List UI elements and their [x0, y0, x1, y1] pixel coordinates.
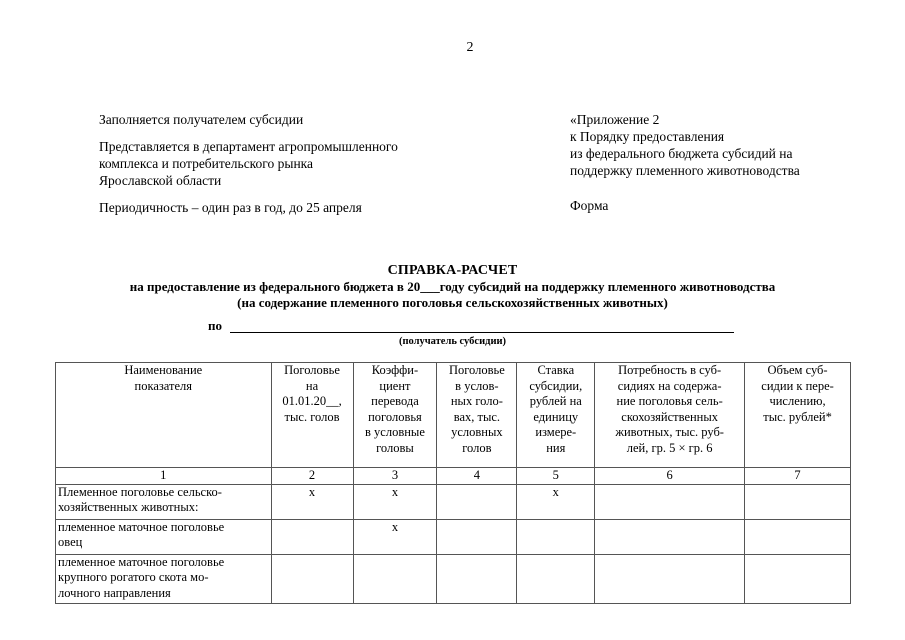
header-subsidy-amount [745, 363, 851, 468]
header-line: ние поголовья сель- [616, 394, 723, 408]
table-cell [437, 554, 517, 603]
header-line: измере- [535, 425, 577, 439]
appendix-header-block [570, 111, 870, 214]
submission-line: Ярославской области [99, 173, 222, 188]
document-title: СПРАВКА-РАСЧЕТ [387, 263, 518, 278]
header-line: Поголовье [284, 363, 340, 377]
table-cell [271, 519, 353, 554]
table-row [56, 554, 851, 603]
header-line: скохозяйственных [621, 409, 719, 424]
recipient-caption: (получатель субсидии) [398, 336, 507, 347]
submission-line: комплекса и потребительского рынка [99, 156, 314, 171]
row-label-line: Племенное поголовье сельско- [58, 484, 222, 499]
column-number-row [56, 468, 851, 485]
header-line: лей, гр. 5 × гр. 6 [626, 440, 713, 455]
header-line: животных, тыс. руб- [615, 425, 724, 439]
header-line: перевода [371, 394, 419, 408]
header-line: в услов- [455, 378, 499, 393]
column-number: 2 [271, 468, 353, 485]
header-line: головы [376, 440, 414, 455]
form-label: Форма [570, 198, 609, 213]
table-cell [745, 554, 851, 603]
column-number: 4 [437, 468, 517, 485]
table-cell [353, 554, 437, 603]
header-subsidy-need [595, 363, 745, 468]
header-line: рублей на [529, 394, 582, 408]
table-cell [745, 484, 851, 519]
table-cell [595, 484, 745, 519]
row-label [56, 519, 272, 554]
header-line: Ставка [537, 363, 575, 377]
filler-note: Заполняется получателем субсидии [99, 112, 304, 127]
table-cell [517, 554, 595, 603]
document-subtitle: на предоставление из федерального бюджета в 20___году субсидий на поддержку племенного животноводства [129, 279, 776, 294]
header-line: Поголовье [448, 363, 505, 377]
document-title-block [0, 263, 905, 311]
row-label-line: овец [58, 535, 83, 549]
table-cell: х [353, 484, 437, 519]
header-line: сидиях на содержа- [617, 378, 722, 393]
row-label-line: племенное маточное поголовье [58, 519, 225, 534]
row-label [56, 554, 272, 603]
header-line: Коэффи- [371, 363, 419, 377]
column-number: 1 [56, 468, 272, 485]
table-cell [437, 484, 517, 519]
header-line: циент [379, 378, 411, 393]
table-cell [745, 519, 851, 554]
header-line: ных голо- [450, 394, 503, 408]
table-cell [437, 519, 517, 554]
header-line: вах, тыс. [453, 409, 501, 424]
submission-note [99, 138, 479, 189]
header-line: субсидии, [529, 378, 583, 393]
row-label-line: племенное маточное поголовье [58, 554, 225, 569]
header-line: ния [546, 440, 566, 455]
header-line: голов [462, 440, 492, 455]
header-line: числению, [769, 394, 826, 408]
column-number: 5 [517, 468, 595, 485]
appendix-line: поддержку племенного животноводства [570, 163, 800, 178]
header-subsidy-rate [517, 363, 595, 468]
header-line: единицу [533, 409, 579, 424]
page-number: 2 [466, 40, 474, 55]
header-line: сидии к пере- [761, 378, 834, 393]
header-line: Наименование [124, 363, 203, 377]
table-cell: х [353, 519, 437, 554]
recipient-prefix: по [208, 318, 222, 333]
header-line: Потребность в суб- [618, 363, 722, 377]
periodicity-note: Периодичность – один раз в год, до 25 апреля [99, 200, 362, 215]
column-number: 6 [595, 468, 745, 485]
table-row [56, 519, 851, 554]
table-header-row [56, 363, 851, 468]
header-conversion-coefficient [353, 363, 437, 468]
appendix-line: из федерального бюджета субсидий на [570, 146, 793, 161]
column-number: 3 [353, 468, 437, 485]
table-cell: х [271, 484, 353, 519]
recipient-blank-line [230, 332, 734, 333]
header-line: поголовья [368, 409, 422, 424]
table-cell: х [517, 484, 595, 519]
header-line: 01.01.20__, [282, 394, 342, 408]
row-label [56, 484, 272, 519]
row-label-line: крупного рогатого скота мо- [58, 570, 209, 584]
header-line: Объем суб- [767, 363, 828, 377]
left-header-block [99, 111, 479, 226]
header-line: в условные [365, 425, 425, 439]
table-row [56, 484, 851, 519]
submission-line: Представляется в департамент агропромышленного [99, 139, 398, 154]
appendix-line: к Порядку предоставления [570, 129, 725, 144]
document-subtitle-purpose: (на содержание племенного поголовья сельскохозяйственных животных) [237, 295, 668, 310]
appendix-line: «Приложение 2 [570, 112, 660, 127]
row-label-line: лочного направления [58, 585, 171, 600]
column-number: 7 [745, 468, 851, 485]
table-cell [271, 554, 353, 603]
row-label-line: хозяйственных животных: [58, 500, 199, 514]
table-cell [517, 519, 595, 554]
header-conditional-headcount [437, 363, 517, 468]
table-cell [595, 554, 745, 603]
table-cell [595, 519, 745, 554]
header-indicator-name [56, 363, 272, 468]
header-line: тыс. голов [284, 409, 340, 424]
header-line: условных [451, 425, 503, 439]
header-line: тыс. рублей* [763, 409, 832, 424]
header-headcount [271, 363, 353, 468]
header-line: показателя [134, 378, 193, 393]
header-line: на [305, 378, 319, 393]
calculation-table [55, 362, 851, 604]
